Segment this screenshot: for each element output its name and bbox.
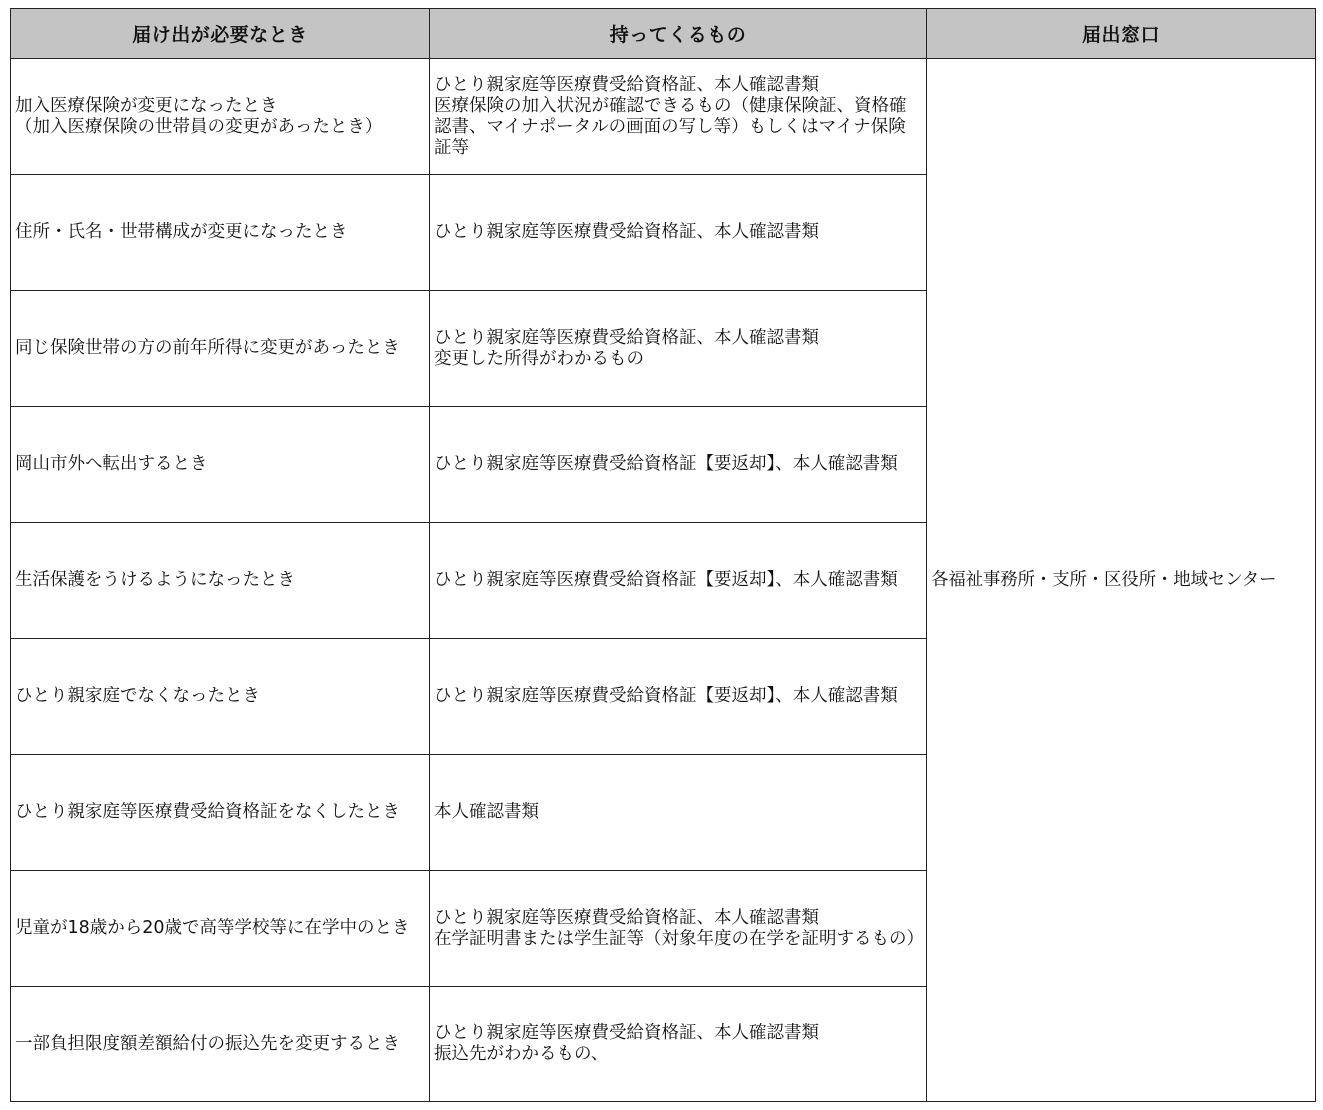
header-situation: 届け出が必要なとき <box>11 9 430 59</box>
situation-cell <box>11 755 430 871</box>
item-text: ひとり親家庭等医療費受給資格証、本人確認書類 <box>434 1023 819 1043</box>
situation-text: 児童が18歳から20歳で高等学校等に在学中のとき <box>15 918 410 938</box>
situation-text: 岡山市外へ転出するとき <box>15 454 208 474</box>
item-text: ひとり親家庭等医療費受給資格証【要返却】、本人確認書類 <box>434 454 898 474</box>
item-text: ひとり親家庭等医療費受給資格証、本人確認書類 <box>434 907 819 928</box>
items-cell <box>430 523 927 639</box>
item-text: ひとり親家庭等医療費受給資格証【要返却】、本人確認書類 <box>434 570 898 590</box>
situation-cell <box>11 523 430 639</box>
items-cell <box>430 871 927 987</box>
situation-text: 生活保護をうけるようになったとき <box>15 570 295 590</box>
situation-text: ひとり親家庭でなくなったとき <box>15 686 260 706</box>
item-text: 医療保険の加入状況が確認できるもの（健康保険証、資格確認書、マイナポータルの画面の写し等）もしくはマイナ保険証等 <box>434 95 907 158</box>
situation-cell <box>11 407 430 523</box>
item-text: ひとり親家庭等医療費受給資格証、本人確認書類 <box>434 222 819 242</box>
situation-cell <box>11 59 430 175</box>
situation-text: 住所・氏名・世帯構成が変更になったとき <box>15 222 348 242</box>
items-cell <box>430 291 927 407</box>
office-cell: 各福祉事務所・支所・区役所・地域センター <box>927 59 1316 1102</box>
items-cell <box>430 407 927 523</box>
situation-text: （加入医療保険の世帯員の変更があったとき） <box>15 116 383 137</box>
situation-text: ひとり親家庭等医療費受給資格証をなくしたとき <box>15 802 400 822</box>
item-text: 在学証明書または学生証等（対象年度の在学を証明するもの） <box>434 928 924 949</box>
situation-cell <box>11 291 430 407</box>
notice-table-container <box>10 8 1316 1102</box>
situation-cell <box>11 639 430 755</box>
item-text: 変更した所得がわかるもの <box>434 348 644 369</box>
situation-text: 同じ保険世帯の方の前年所得に変更があったとき <box>15 338 400 358</box>
header-office: 届出窓口 <box>927 9 1316 59</box>
situation-cell <box>11 871 430 987</box>
situation-text: 加入医療保険が変更になったとき <box>15 95 278 116</box>
situation-text: 一部負担限度額差額給付の振込先を変更するとき <box>15 1033 400 1054</box>
item-text: 本人確認書類 <box>434 802 539 822</box>
notification-table <box>10 8 1316 1102</box>
items-cell <box>430 987 927 1102</box>
items-cell <box>430 755 927 871</box>
table-body <box>11 59 1316 1102</box>
item-text: ひとり親家庭等医療費受給資格証【要返却】、本人確認書類 <box>434 686 898 706</box>
item-text: ひとり親家庭等医療費受給資格証、本人確認書類 <box>434 327 819 348</box>
item-text: ひとり親家庭等医療費受給資格証、本人確認書類 <box>434 74 819 95</box>
header-items: 持ってくるもの <box>430 9 927 59</box>
items-cell <box>430 59 927 175</box>
item-text: 振込先がわかるもの、 <box>434 1044 609 1064</box>
items-cell <box>430 175 927 291</box>
situation-cell <box>11 175 430 291</box>
header-row <box>11 9 1316 59</box>
situation-cell <box>11 987 430 1102</box>
items-cell <box>430 639 927 755</box>
table-row <box>11 59 1316 175</box>
